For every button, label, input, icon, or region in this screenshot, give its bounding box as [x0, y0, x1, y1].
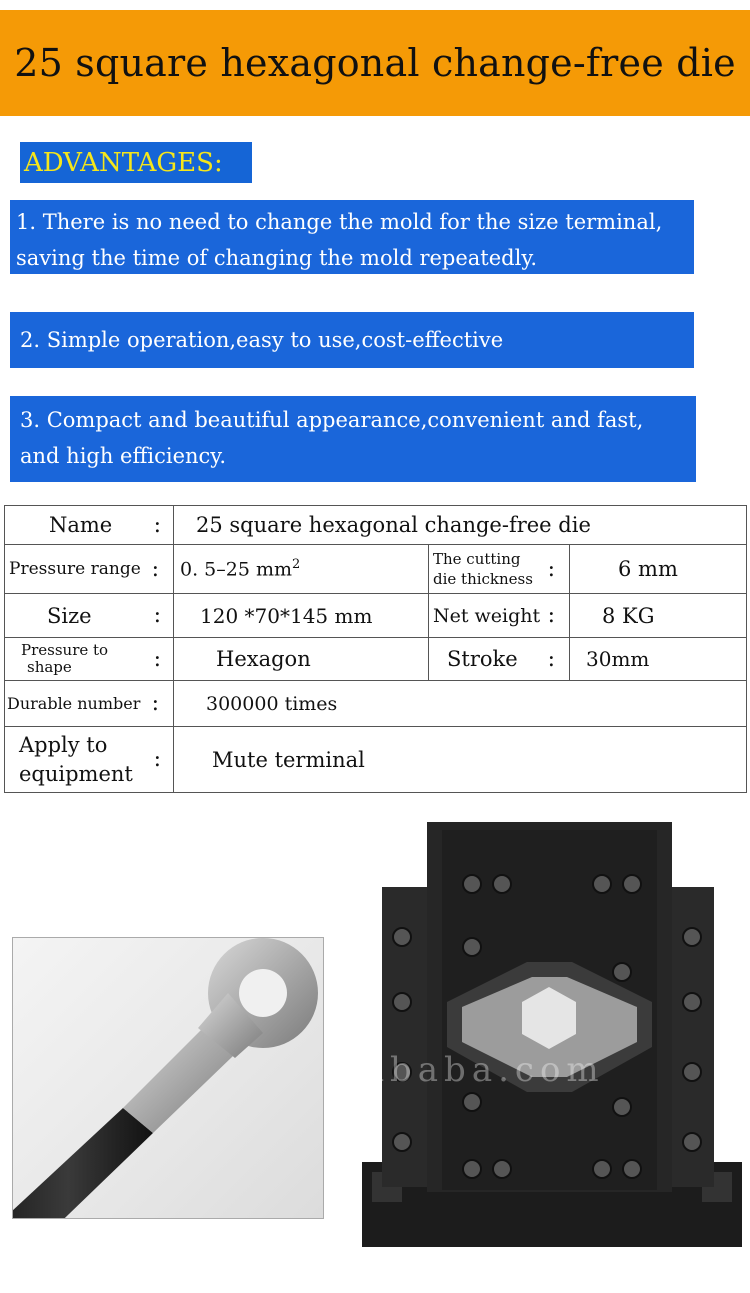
spec-row-durable [5, 681, 747, 727]
thickness-colon: : [547, 556, 555, 582]
pressure-range-label: Pressure range [9, 559, 141, 579]
shape-label-cell [5, 638, 174, 681]
stroke-label: Stroke [447, 647, 518, 671]
durable-colon: : [151, 691, 159, 716]
pressure-range-sup: 2 [292, 557, 301, 573]
advantage-3-line-2: and high efficiency. [20, 444, 227, 468]
weight-value: 8 KG [570, 594, 747, 638]
durable-value: 300000 times [174, 681, 747, 727]
thickness-label-1: The cutting [433, 550, 521, 568]
thickness-label-2: die thickness [433, 570, 533, 588]
stroke-label-cell [429, 638, 570, 681]
size-label: Size [47, 603, 92, 628]
size-label-cell [5, 594, 174, 638]
name-colon: : [153, 512, 161, 538]
shape-label-2: shape [27, 658, 72, 676]
advantage-1-line-2: saving the time of changing the mold repeatedly. [16, 246, 538, 270]
advantages-label [20, 142, 252, 183]
pressure-range-value: 0. 5–25 mm [180, 558, 293, 581]
spec-row-shape [5, 638, 747, 681]
watermark: alibaba.com [330, 1050, 605, 1090]
size-value: 120 *70*145 mm [174, 594, 429, 638]
size-colon: : [153, 603, 161, 628]
pressure-range-label-cell [5, 545, 174, 594]
cable-lug-illustration [13, 938, 323, 1218]
durable-label: Durable number [7, 694, 141, 713]
equipment-label-cell [5, 727, 174, 793]
equipment-label-1: Apply to [19, 732, 108, 757]
equipment-colon: : [153, 747, 161, 772]
name-value: 25 square hexagonal change-free die [174, 506, 747, 545]
spec-row-pressure-range [5, 545, 747, 594]
advantage-1-line-1: 1. There is no need to change the mold for the size terminal, [16, 210, 663, 234]
thickness-label-cell [429, 545, 570, 594]
advantage-item-2 [10, 312, 694, 368]
equipment-label-2: equipment [19, 761, 133, 786]
weight-colon: : [547, 603, 555, 628]
pressure-range-colon: : [151, 556, 159, 582]
shape-label-1: Pressure to [21, 641, 109, 659]
weight-label-cell [429, 594, 570, 638]
advantage-3-line-1: 3. Compact and beautiful appearance,convenient and fast, [20, 408, 644, 432]
title-banner [0, 10, 750, 116]
advantages-heading: ADVANTAGES: [24, 147, 223, 178]
name-label-cell [5, 506, 174, 545]
hexagonal-die-illustration [352, 812, 744, 1252]
spec-row-size [5, 594, 747, 638]
spec-table [4, 505, 747, 793]
shape-colon: : [153, 646, 161, 672]
spec-row-name [5, 506, 747, 545]
thickness-value: 6 mm [570, 545, 747, 594]
name-label: Name [49, 513, 113, 537]
advantage-2-line-1: 2. Simple operation,easy to use,cost-effective [20, 328, 504, 352]
stroke-colon: : [547, 646, 555, 672]
pressure-range-value-cell [174, 545, 429, 594]
die-photo [352, 812, 744, 1252]
terminal-photo [12, 937, 324, 1219]
page-title: 25 square hexagonal change-free die [14, 41, 736, 85]
weight-label: Net weight [433, 604, 541, 627]
shape-value: Hexagon [174, 638, 429, 681]
advantage-item-1 [10, 200, 694, 274]
spec-row-equipment [5, 727, 747, 793]
durable-label-cell [5, 681, 174, 727]
stroke-value: 30mm [570, 638, 747, 681]
equipment-value: Mute terminal [174, 727, 747, 793]
advantage-item-3 [10, 396, 696, 482]
